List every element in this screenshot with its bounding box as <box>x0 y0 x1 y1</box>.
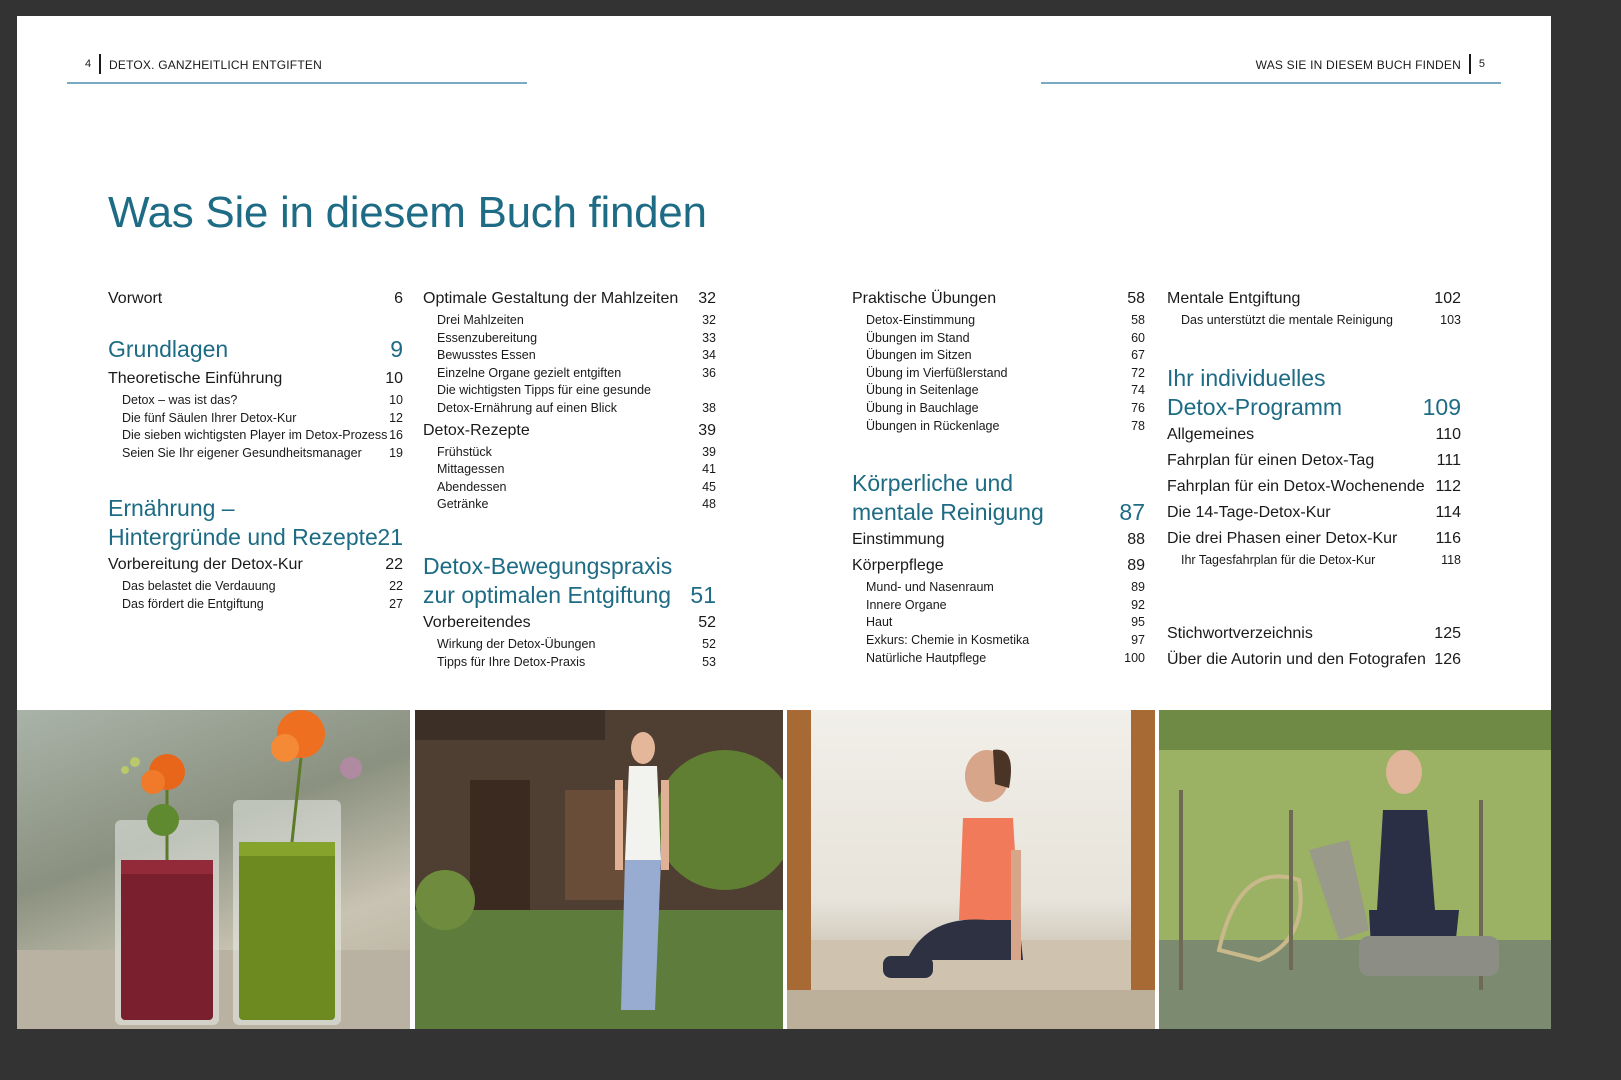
toc-section[interactable] <box>423 552 716 581</box>
toc-column-1 <box>108 286 403 614</box>
toc-section[interactable] <box>108 332 403 366</box>
standing-woman-photo <box>415 710 783 1029</box>
toc-subentry-page: 32 <box>702 313 716 327</box>
toc-section[interactable] <box>852 469 1145 498</box>
toc-subentry[interactable] <box>852 347 1145 365</box>
toc-entry-page: 22 <box>385 556 403 574</box>
toc-section[interactable] <box>423 581 716 610</box>
toc-subentry[interactable] <box>108 427 403 445</box>
toc-subentry[interactable] <box>423 312 716 330</box>
toc-subentry-page: 45 <box>702 479 716 494</box>
toc-section[interactable] <box>108 494 403 523</box>
toc-subentry-title: Exkurs: Chemie in Kosmetika <box>866 632 1030 647</box>
toc-subentry-title: Getränke <box>437 497 489 512</box>
toc-subentry[interactable] <box>423 654 716 672</box>
toc-subentry-page: 36 <box>702 365 716 380</box>
toc-entry-page: 125 <box>1434 625 1461 643</box>
header-divider <box>1469 54 1471 74</box>
toc-entry-page: 10 <box>385 370 403 387</box>
toc-entry[interactable] <box>108 286 403 312</box>
toc-subentry-title: Tipps für Ihre Detox-Praxis <box>437 654 586 669</box>
meadow-sitting-photo <box>1159 710 1551 1029</box>
toc-subentry-page: 10 <box>389 393 403 407</box>
toc-entry-page: 102 <box>1434 290 1461 307</box>
toc-subentry-page: 53 <box>702 654 716 669</box>
toc-subentry-title: Ihr Tagesfahrplan für die Detox-Kur <box>1181 552 1376 567</box>
toc-entry[interactable] <box>108 552 403 578</box>
toc-subentry-page: 72 <box>1131 365 1145 380</box>
toc-subentry[interactable] <box>1167 552 1461 570</box>
toc-subentry-title: Essenzubereitung <box>437 330 538 345</box>
toc-entry-page: 6 <box>394 290 403 307</box>
toc-subentry-title: Übung im Vierfüßlerstand <box>866 365 1008 380</box>
toc-entry-title: Über die Autorin und den Fotografen <box>1167 651 1426 669</box>
toc-subentry-title: Übungen im Sitzen <box>866 348 972 363</box>
toc-subentry-title: Die sieben wichtigsten Player im Detox-Prozess <box>122 428 388 443</box>
toc-subentry[interactable] <box>423 461 716 479</box>
book-spread <box>17 16 1551 1029</box>
toc-section[interactable] <box>852 498 1145 527</box>
toc-entry[interactable] <box>423 286 716 312</box>
toc-subentry-page: 67 <box>1131 348 1145 363</box>
toc-subentry[interactable] <box>852 312 1145 330</box>
toc-subentry-page: 22 <box>389 579 403 594</box>
toc-subentry-page: 48 <box>702 497 716 512</box>
toc-entry[interactable] <box>1167 526 1461 552</box>
page-title: Was Sie in diesem Buch finden <box>108 188 707 237</box>
toc-subentry-page: 27 <box>389 596 403 611</box>
toc-subentry-page: 38 <box>702 400 716 415</box>
toc-subentry[interactable] <box>852 614 1145 632</box>
toc-subentry-title: Einzelne Organe gezielt entgiften <box>437 365 622 380</box>
toc-subentry[interactable] <box>423 347 716 365</box>
toc-section-page: 109 <box>1422 393 1461 420</box>
toc-subentry[interactable] <box>852 650 1145 668</box>
seated-yoga-photo <box>787 710 1155 1029</box>
toc-subentry-page: 74 <box>1131 383 1145 398</box>
toc-entry[interactable] <box>423 418 716 444</box>
right-page-header <box>1041 50 1501 84</box>
toc-entry-page: 111 <box>1436 451 1461 469</box>
left-running-title: DETOX. GANZHEITLICH ENTGIFTEN <box>109 58 322 72</box>
toc-subentry-title: Drei Mahlzeiten <box>437 313 524 327</box>
toc-section-page: 51 <box>690 581 716 608</box>
toc-section-title: Detox-Programm <box>1167 393 1343 420</box>
toc-entry[interactable] <box>1167 474 1461 500</box>
toc-subentry-title: Mittagessen <box>437 462 505 477</box>
toc-entry-title: Körperpflege <box>852 557 944 575</box>
toc-subentry[interactable] <box>108 410 403 428</box>
toc-section-title: Grundlagen <box>108 336 229 362</box>
toc-subentry[interactable] <box>423 382 716 400</box>
toc-subentry-title: Die wichtigsten Tipps für eine gesunde <box>437 383 652 398</box>
toc-subentry-title: Bewusstes Essen <box>437 348 536 363</box>
toc-subentry-title: Seien Sie Ihr eigener Gesundheitsmanager <box>122 445 362 460</box>
toc-entry-page: 32 <box>698 290 716 307</box>
toc-subentry-title: Frühstück <box>437 444 492 459</box>
toc-subentry-page: 16 <box>389 428 403 443</box>
toc-subentry[interactable] <box>852 579 1145 597</box>
toc-subentry[interactable] <box>423 400 716 418</box>
toc-entry-page: 89 <box>1127 557 1145 575</box>
toc-entry[interactable] <box>108 366 403 392</box>
toc-section-title: Körperliche und <box>852 470 1014 497</box>
toc-subentry-page: 97 <box>1131 632 1145 647</box>
toc-entry-page: 114 <box>1435 503 1461 521</box>
toc-section-title: Hintergründe und Rezepte <box>108 524 378 551</box>
toc-section[interactable] <box>1167 393 1461 422</box>
toc-subentry[interactable] <box>108 596 403 614</box>
toc-subentry-title: Übungen im Stand <box>866 330 970 345</box>
toc-subentry-title: Übung in Bauchlage <box>866 400 979 415</box>
toc-entry-title: Detox-Rezepte <box>423 421 530 439</box>
toc-entry-page: 88 <box>1127 531 1145 549</box>
toc-subentry-page: 33 <box>702 330 716 345</box>
toc-subentry[interactable] <box>1167 312 1461 330</box>
toc-subentry-page: 12 <box>389 410 403 425</box>
toc-subentry-page: 39 <box>702 444 716 459</box>
toc-subentry-title: Die fünf Säulen Ihrer Detox-Kur <box>122 410 297 425</box>
toc-subentry[interactable] <box>423 636 716 654</box>
toc-subentry[interactable] <box>852 400 1145 418</box>
toc-entry[interactable] <box>1167 422 1461 448</box>
toc-subentry-page: 41 <box>702 462 716 477</box>
toc-subentry-page: 95 <box>1131 615 1145 630</box>
toc-section-title: Ernährung – <box>108 495 235 522</box>
toc-subentry[interactable] <box>852 632 1145 650</box>
toc-subentry-title: Das belastet die Verdauung <box>122 579 276 594</box>
toc-subentry-page: 58 <box>1131 313 1145 327</box>
toc-section-title: mentale Reinigung <box>852 499 1044 526</box>
toc-entry-title: Vorwort <box>108 290 163 307</box>
toc-subentry-title: Innere Organe <box>866 597 947 612</box>
toc-entry-title: Die 14-Tage-Detox-Kur <box>1167 503 1331 521</box>
toc-subentry[interactable] <box>423 479 716 497</box>
toc-subentry-title: Detox – was ist das? <box>122 393 238 407</box>
toc-entry[interactable] <box>423 610 716 636</box>
toc-entry-title: Allgemeines <box>1167 425 1255 443</box>
toc-entry[interactable] <box>1167 448 1461 474</box>
toc-entry-title: Fahrplan für ein Detox-Wochenende <box>1167 477 1425 495</box>
toc-entry-page: 126 <box>1434 651 1461 669</box>
toc-entry-page: 112 <box>1435 477 1461 495</box>
toc-subentry[interactable] <box>108 392 403 410</box>
toc-subentry[interactable] <box>852 382 1145 400</box>
toc-entry-title: Mentale Entgiftung <box>1167 290 1301 307</box>
toc-entry[interactable] <box>1167 621 1461 647</box>
toc-entry-title: Einstimmung <box>852 531 945 549</box>
toc-entry-title: Stichwortverzeichnis <box>1167 625 1313 643</box>
toc-column-4 <box>1167 286 1461 673</box>
toc-subentry-title: Natürliche Hautpflege <box>866 650 987 665</box>
toc-subentry[interactable] <box>852 418 1145 436</box>
left-page-header <box>67 50 527 84</box>
toc-subentry-page: 52 <box>702 636 716 651</box>
toc-entry-title: Die drei Phasen einer Detox-Kur <box>1167 529 1398 547</box>
toc-entry-page: 116 <box>1435 529 1461 547</box>
toc-entry[interactable] <box>852 527 1145 553</box>
toc-section[interactable] <box>1167 364 1461 393</box>
toc-subentry-title: Abendessen <box>437 479 507 494</box>
toc-section-page: 9 <box>390 336 403 362</box>
toc-entry[interactable] <box>852 553 1145 579</box>
toc-entry-page: 52 <box>698 613 716 631</box>
toc-subentry-title: Haut <box>866 615 893 630</box>
toc-subentry-title: Detox-Ernährung auf einen Blick <box>437 400 617 415</box>
toc-subentry[interactable] <box>852 597 1145 615</box>
toc-entry[interactable] <box>852 286 1145 312</box>
toc-entry-title: Vorbereitendes <box>423 613 531 631</box>
toc-subentry[interactable] <box>423 365 716 383</box>
left-page-number: 4 <box>85 58 92 70</box>
toc-subentry-page: 19 <box>389 445 403 460</box>
toc-column-3 <box>852 286 1145 667</box>
standing-woman-illustration <box>415 710 783 1029</box>
smoothie-photo <box>17 710 410 1029</box>
toc-entry-title: Praktische Übungen <box>852 290 997 307</box>
right-running-title: WAS SIE IN DIESEM BUCH FINDEN <box>1255 58 1461 72</box>
seated-yoga-illustration <box>787 710 1155 1029</box>
toc-subentry-page: 76 <box>1131 400 1145 415</box>
toc-entry-page: 39 <box>698 421 716 439</box>
header-divider <box>99 54 101 74</box>
toc-entry[interactable] <box>1167 647 1461 673</box>
toc-subentry[interactable] <box>852 365 1145 383</box>
toc-subentry-title: Das unterstützt die mentale Reinigung <box>1181 313 1393 327</box>
toc-entry-page: 58 <box>1127 290 1145 307</box>
right-page-number: 5 <box>1478 58 1485 70</box>
toc-entry-title: Vorbereitung der Detox-Kur <box>108 556 303 574</box>
toc-section[interactable] <box>108 523 403 552</box>
toc-section-page: 21 <box>377 524 403 551</box>
toc-entry-title: Theoretische Einführung <box>108 370 283 387</box>
toc-subentry-page: 78 <box>1131 418 1145 433</box>
toc-subentry[interactable] <box>423 444 716 462</box>
toc-section-title: Ihr individuelles <box>1167 364 1326 391</box>
toc-section-page: 87 <box>1119 499 1145 526</box>
toc-subentry-page: 100 <box>1124 650 1145 665</box>
toc-subentry[interactable] <box>108 445 403 463</box>
toc-subentry-page: 118 <box>1441 552 1461 567</box>
toc-subentry-title: Wirkung der Detox-Übungen <box>437 636 596 651</box>
toc-subentry[interactable] <box>423 330 716 348</box>
toc-section-title: zur optimalen Entgiftung <box>423 581 672 608</box>
toc-entry[interactable] <box>1167 286 1461 312</box>
smoothie-illustration <box>17 710 410 1029</box>
toc-subentry-page: 103 <box>1440 313 1461 327</box>
meadow-sitting-illustration <box>1159 710 1551 1029</box>
toc-subentry-title: Übung in Seitenlage <box>866 383 979 398</box>
toc-entry-title: Fahrplan für einen Detox-Tag <box>1167 451 1375 469</box>
toc-subentry-page: 34 <box>702 348 716 363</box>
toc-entry-page: 110 <box>1435 425 1461 443</box>
toc-subentry-title: Mund- und Nasenraum <box>866 580 994 595</box>
toc-subentry-title: Das fördert die Entgiftung <box>122 596 264 611</box>
toc-subentry[interactable] <box>852 330 1145 348</box>
toc-entry-title: Optimale Gestaltung der Mahlzeiten <box>423 290 679 307</box>
toc-subentry[interactable] <box>423 496 716 514</box>
toc-subentry-title: Detox-Einstimmung <box>866 313 976 327</box>
toc-subentry[interactable] <box>108 578 403 596</box>
toc-section-title: Detox-Bewegungspraxis <box>423 552 673 579</box>
toc-subentry-page: 60 <box>1131 330 1145 345</box>
toc-subentry-page: 92 <box>1131 597 1145 612</box>
toc-entry[interactable] <box>1167 500 1461 526</box>
toc-subentry-page: 89 <box>1131 580 1145 595</box>
toc-column-2 <box>423 286 716 671</box>
toc-subentry-title: Übungen in Rückenlage <box>866 418 1000 433</box>
